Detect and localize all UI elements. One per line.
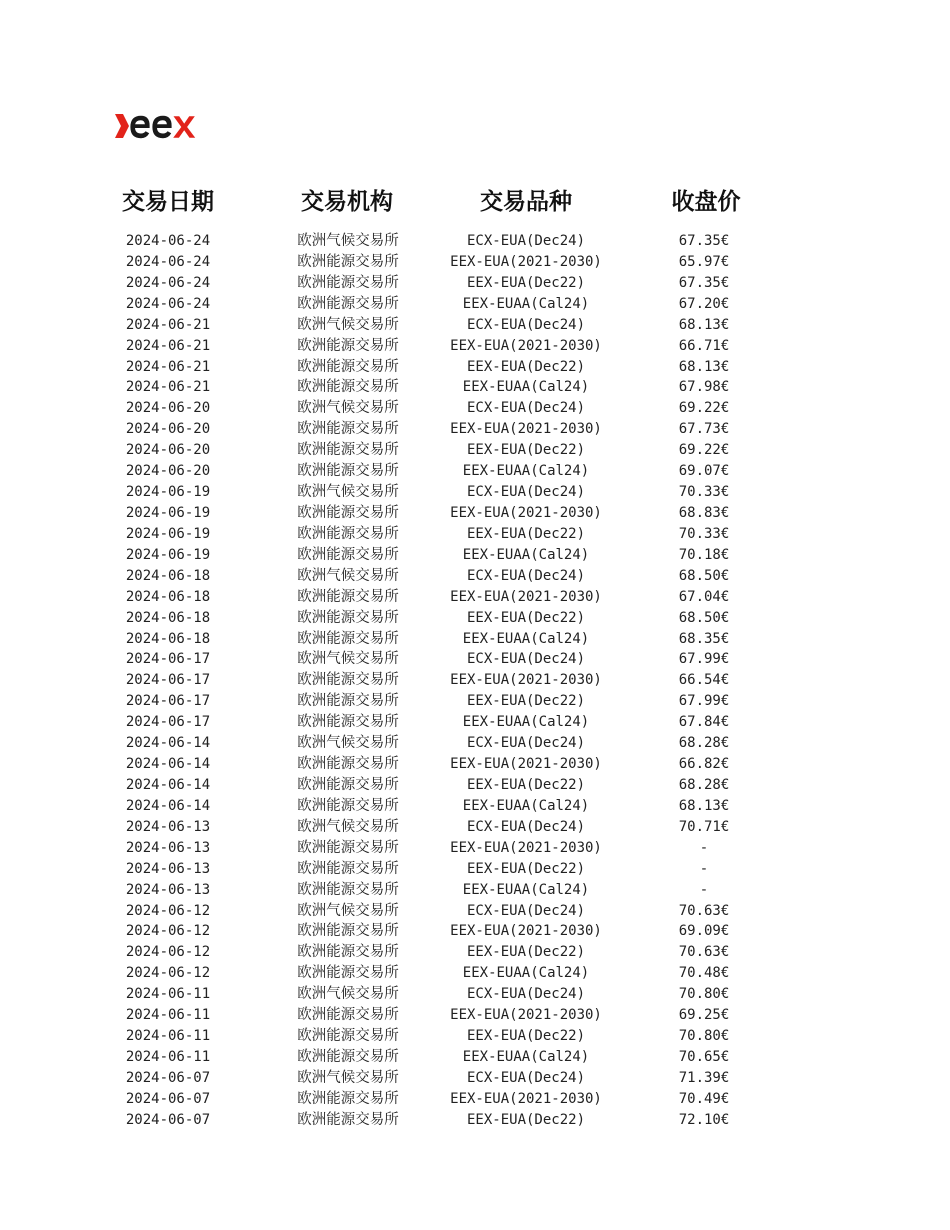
cell-product: EEX-EUAA(Cal24) bbox=[462, 1048, 590, 1065]
cell-closing-price: 68.13€ bbox=[678, 797, 730, 814]
cell-product: EEX-EUA(Dec22) bbox=[466, 693, 586, 710]
cell-trade-date: 2024-06-20 bbox=[125, 463, 211, 480]
cell-exchange: 欧洲气候交易所 bbox=[297, 400, 399, 417]
logo-letter-e bbox=[152, 116, 171, 138]
cell-product: EEX-EUA(Dec22) bbox=[466, 525, 586, 542]
cell-product: ECX-EUA(Dec24) bbox=[466, 233, 586, 249]
cell-trade-date: 2024-06-24 bbox=[125, 295, 211, 312]
cell-closing-price: 70.48€ bbox=[678, 965, 730, 982]
cell-exchange: 欧洲能源交易所 bbox=[297, 923, 399, 940]
cell-closing-price: 71.39€ bbox=[678, 1069, 730, 1086]
cell-exchange: 欧洲能源交易所 bbox=[297, 442, 399, 459]
table-row bbox=[0, 545, 950, 566]
table-row bbox=[0, 921, 950, 942]
cell-product: EEX-EUAA(Cal24) bbox=[462, 797, 590, 814]
cell-trade-date: 2024-06-24 bbox=[125, 274, 211, 291]
cell-closing-price: 65.97€ bbox=[678, 253, 730, 270]
cell-exchange: 欧洲能源交易所 bbox=[297, 504, 399, 521]
table-row bbox=[0, 252, 950, 273]
cell-trade-date: 2024-06-24 bbox=[125, 233, 211, 249]
cell-trade-date: 2024-06-18 bbox=[125, 588, 211, 605]
cell-trade-date: 2024-06-21 bbox=[125, 316, 211, 333]
cell-exchange: 欧洲能源交易所 bbox=[297, 693, 399, 710]
cell-trade-date: 2024-06-13 bbox=[125, 818, 211, 835]
table-row bbox=[0, 398, 950, 419]
cell-closing-price: 69.07€ bbox=[678, 463, 730, 480]
cell-trade-date: 2024-06-17 bbox=[125, 672, 211, 689]
table-row bbox=[0, 1089, 950, 1110]
cell-trade-date: 2024-06-19 bbox=[125, 546, 211, 563]
table-row bbox=[0, 377, 950, 398]
cell-closing-price: 70.63€ bbox=[678, 944, 730, 961]
cell-closing-price: 68.28€ bbox=[678, 735, 730, 752]
cell-closing-price: 69.22€ bbox=[678, 400, 730, 417]
cell-closing-price: 66.71€ bbox=[678, 337, 730, 354]
cell-exchange: 欧洲能源交易所 bbox=[297, 1048, 399, 1065]
cell-exchange: 欧洲能源交易所 bbox=[297, 1028, 399, 1045]
cell-exchange: 欧洲能源交易所 bbox=[297, 358, 399, 375]
cell-closing-price: 70.18€ bbox=[678, 546, 730, 563]
cell-closing-price: 67.35€ bbox=[678, 274, 730, 291]
table-row bbox=[0, 503, 950, 524]
table-row bbox=[0, 315, 950, 336]
cell-exchange: 欧洲能源交易所 bbox=[297, 1090, 399, 1107]
cell-exchange: 欧洲气候交易所 bbox=[297, 484, 399, 501]
table-row bbox=[0, 691, 950, 712]
cell-trade-date: 2024-06-14 bbox=[125, 797, 211, 814]
cell-exchange: 欧洲能源交易所 bbox=[297, 965, 399, 982]
cell-product: EEX-EUA(Dec22) bbox=[466, 358, 586, 375]
cell-trade-date: 2024-06-12 bbox=[125, 965, 211, 982]
table-row bbox=[0, 608, 950, 629]
table-row bbox=[0, 524, 950, 545]
cell-closing-price: 68.28€ bbox=[678, 776, 730, 793]
cell-product: ECX-EUA(Dec24) bbox=[466, 902, 586, 919]
table-row bbox=[0, 1068, 950, 1089]
cell-closing-price: 72.10€ bbox=[678, 1111, 730, 1128]
cell-product: EEX-EUA(2021-2030) bbox=[450, 337, 602, 354]
cell-product: EEX-EUAA(Cal24) bbox=[462, 546, 590, 563]
cell-exchange: 欧洲能源交易所 bbox=[297, 253, 399, 270]
cell-trade-date: 2024-06-11 bbox=[125, 986, 211, 1003]
cell-product: EEX-EUA(2021-2030) bbox=[450, 504, 602, 521]
cell-closing-price: 70.49€ bbox=[678, 1090, 730, 1107]
cell-trade-date: 2024-06-18 bbox=[125, 630, 211, 647]
cell-trade-date: 2024-06-18 bbox=[125, 567, 211, 584]
cell-product: ECX-EUA(Dec24) bbox=[466, 1069, 586, 1086]
cell-product: EEX-EUA(2021-2030) bbox=[450, 756, 602, 773]
cell-trade-date: 2024-06-19 bbox=[125, 525, 211, 542]
cell-product: EEX-EUA(2021-2030) bbox=[450, 421, 602, 438]
cell-trade-date: 2024-06-24 bbox=[125, 253, 211, 270]
cell-exchange: 欧洲气候交易所 bbox=[297, 902, 399, 919]
cell-trade-date: 2024-06-11 bbox=[125, 1028, 211, 1045]
cell-product: ECX-EUA(Dec24) bbox=[466, 400, 586, 417]
cell-exchange: 欧洲能源交易所 bbox=[297, 295, 399, 312]
cell-trade-date: 2024-06-17 bbox=[125, 651, 211, 668]
cell-trade-date: 2024-06-11 bbox=[125, 1007, 211, 1024]
logo-letter-x bbox=[173, 116, 195, 137]
header-exchange: 交易机构 bbox=[301, 189, 393, 215]
table-header bbox=[0, 182, 950, 222]
cell-closing-price: 70.80€ bbox=[678, 986, 730, 1003]
cell-exchange: 欧洲气候交易所 bbox=[297, 651, 399, 668]
table-row bbox=[0, 1110, 950, 1131]
cell-trade-date: 2024-06-12 bbox=[125, 923, 211, 940]
cell-product: EEX-EUA(2021-2030) bbox=[450, 1090, 602, 1107]
cell-closing-price: 68.13€ bbox=[678, 316, 730, 333]
cell-exchange: 欧洲气候交易所 bbox=[297, 735, 399, 752]
table-row bbox=[0, 419, 950, 440]
header-closing-price: 收盘价 bbox=[671, 189, 741, 215]
cell-product: EEX-EUAA(Cal24) bbox=[462, 379, 590, 396]
cell-product: ECX-EUA(Dec24) bbox=[466, 735, 586, 752]
eex-logo bbox=[113, 108, 199, 144]
cell-product: EEX-EUA(Dec22) bbox=[466, 860, 586, 877]
table-row bbox=[0, 461, 950, 482]
cell-product: EEX-EUA(2021-2030) bbox=[450, 588, 602, 605]
cell-product: ECX-EUA(Dec24) bbox=[466, 567, 586, 584]
cell-exchange: 欧洲能源交易所 bbox=[297, 379, 399, 396]
table-row bbox=[0, 817, 950, 838]
cell-closing-price: 70.71€ bbox=[678, 818, 730, 835]
cell-exchange: 欧洲能源交易所 bbox=[297, 714, 399, 731]
cell-product: EEX-EUA(2021-2030) bbox=[450, 923, 602, 940]
table-row bbox=[0, 273, 950, 294]
table-row bbox=[0, 294, 950, 315]
cell-closing-price: 66.82€ bbox=[678, 756, 730, 773]
table-row bbox=[0, 357, 950, 378]
cell-exchange: 欧洲能源交易所 bbox=[297, 776, 399, 793]
cell-product: EEX-EUA(Dec22) bbox=[466, 1028, 586, 1045]
table-row bbox=[0, 901, 950, 922]
chevron-icon bbox=[115, 114, 129, 138]
table-row bbox=[0, 963, 950, 984]
cell-product: EEX-EUAA(Cal24) bbox=[462, 630, 590, 647]
logo-letter-e bbox=[130, 116, 149, 138]
cell-trade-date: 2024-06-19 bbox=[125, 484, 211, 501]
header-trade-date: 交易日期 bbox=[122, 189, 214, 215]
cell-product: EEX-EUA(Dec22) bbox=[466, 944, 586, 961]
cell-closing-price: 67.04€ bbox=[678, 588, 730, 605]
cell-closing-price: 69.22€ bbox=[678, 442, 730, 459]
cell-product: EEX-EUAA(Cal24) bbox=[462, 714, 590, 731]
table-row bbox=[0, 566, 950, 587]
cell-closing-price: - bbox=[699, 839, 709, 856]
cell-exchange: 欧洲能源交易所 bbox=[297, 337, 399, 354]
cell-closing-price: 67.20€ bbox=[678, 295, 730, 312]
cell-product: EEX-EUA(Dec22) bbox=[466, 1111, 586, 1128]
cell-trade-date: 2024-06-11 bbox=[125, 1048, 211, 1065]
cell-closing-price: 70.65€ bbox=[678, 1048, 730, 1065]
cell-trade-date: 2024-06-17 bbox=[125, 693, 211, 710]
cell-exchange: 欧洲能源交易所 bbox=[297, 797, 399, 814]
cell-trade-date: 2024-06-07 bbox=[125, 1111, 211, 1128]
cell-trade-date: 2024-06-13 bbox=[125, 860, 211, 877]
cell-exchange: 欧洲能源交易所 bbox=[297, 756, 399, 773]
table-row bbox=[0, 1047, 950, 1068]
cell-closing-price: 68.50€ bbox=[678, 609, 730, 626]
table-row bbox=[0, 754, 950, 775]
table-row bbox=[0, 859, 950, 880]
cell-exchange: 欧洲能源交易所 bbox=[297, 672, 399, 689]
cell-closing-price: 70.33€ bbox=[678, 484, 730, 501]
table-row bbox=[0, 796, 950, 817]
cell-product: ECX-EUA(Dec24) bbox=[466, 818, 586, 835]
table-row bbox=[0, 1026, 950, 1047]
cell-exchange: 欧洲气候交易所 bbox=[297, 316, 399, 333]
cell-exchange: 欧洲能源交易所 bbox=[297, 525, 399, 542]
cell-exchange: 欧洲气候交易所 bbox=[297, 818, 399, 835]
cell-closing-price: 66.54€ bbox=[678, 672, 730, 689]
cell-product: ECX-EUA(Dec24) bbox=[466, 484, 586, 501]
cell-product: EEX-EUA(Dec22) bbox=[466, 609, 586, 626]
cell-exchange: 欧洲气候交易所 bbox=[297, 233, 399, 249]
cell-closing-price: 67.99€ bbox=[678, 651, 730, 668]
cell-product: EEX-EUA(2021-2030) bbox=[450, 1007, 602, 1024]
header-product: 交易品种 bbox=[480, 189, 572, 215]
table-row bbox=[0, 629, 950, 650]
cell-product: ECX-EUA(Dec24) bbox=[466, 986, 586, 1003]
cell-product: EEX-EUAA(Cal24) bbox=[462, 295, 590, 312]
table-row bbox=[0, 838, 950, 859]
cell-trade-date: 2024-06-17 bbox=[125, 714, 211, 731]
cell-closing-price: 70.63€ bbox=[678, 902, 730, 919]
cell-trade-date: 2024-06-13 bbox=[125, 881, 211, 898]
cell-exchange: 欧洲能源交易所 bbox=[297, 944, 399, 961]
cell-product: ECX-EUA(Dec24) bbox=[466, 651, 586, 668]
cell-exchange: 欧洲能源交易所 bbox=[297, 839, 399, 856]
cell-exchange: 欧洲能源交易所 bbox=[297, 463, 399, 480]
cell-trade-date: 2024-06-12 bbox=[125, 902, 211, 919]
cell-trade-date: 2024-06-12 bbox=[125, 944, 211, 961]
cell-trade-date: 2024-06-20 bbox=[125, 421, 211, 438]
cell-trade-date: 2024-06-07 bbox=[125, 1090, 211, 1107]
cell-exchange: 欧洲能源交易所 bbox=[297, 274, 399, 291]
cell-trade-date: 2024-06-21 bbox=[125, 379, 211, 396]
table-row bbox=[0, 670, 950, 691]
cell-trade-date: 2024-06-19 bbox=[125, 504, 211, 521]
cell-closing-price: 69.09€ bbox=[678, 923, 730, 940]
cell-trade-date: 2024-06-21 bbox=[125, 358, 211, 375]
table-row bbox=[0, 336, 950, 357]
cell-closing-price: 68.13€ bbox=[678, 358, 730, 375]
cell-closing-price: 68.83€ bbox=[678, 504, 730, 521]
cell-closing-price: 67.73€ bbox=[678, 421, 730, 438]
table-row bbox=[0, 587, 950, 608]
cell-product: EEX-EUA(Dec22) bbox=[466, 442, 586, 459]
table-row bbox=[0, 984, 950, 1005]
cell-product: EEX-EUA(2021-2030) bbox=[450, 839, 602, 856]
table-row bbox=[0, 733, 950, 754]
cell-exchange: 欧洲能源交易所 bbox=[297, 630, 399, 647]
table-row bbox=[0, 440, 950, 461]
cell-product: EEX-EUA(Dec22) bbox=[466, 776, 586, 793]
cell-closing-price: 67.84€ bbox=[678, 714, 730, 731]
cell-trade-date: 2024-06-21 bbox=[125, 337, 211, 354]
cell-product: EEX-EUA(Dec22) bbox=[466, 274, 586, 291]
cell-exchange: 欧洲气候交易所 bbox=[297, 567, 399, 584]
cell-trade-date: 2024-06-07 bbox=[125, 1069, 211, 1086]
table-row bbox=[0, 1005, 950, 1026]
table-row bbox=[0, 482, 950, 503]
cell-closing-price: 70.80€ bbox=[678, 1028, 730, 1045]
table-row bbox=[0, 712, 950, 733]
cell-closing-price: 67.98€ bbox=[678, 379, 730, 396]
cell-closing-price: 70.33€ bbox=[678, 525, 730, 542]
cell-exchange: 欧洲能源交易所 bbox=[297, 860, 399, 877]
cell-trade-date: 2024-06-13 bbox=[125, 839, 211, 856]
cell-trade-date: 2024-06-20 bbox=[125, 442, 211, 459]
cell-product: EEX-EUA(2021-2030) bbox=[450, 672, 602, 689]
cell-closing-price: 67.99€ bbox=[678, 693, 730, 710]
cell-trade-date: 2024-06-14 bbox=[125, 776, 211, 793]
table-row bbox=[0, 231, 950, 252]
cell-trade-date: 2024-06-14 bbox=[125, 756, 211, 773]
cell-product: EEX-EUAA(Cal24) bbox=[462, 463, 590, 480]
cell-exchange: 欧洲能源交易所 bbox=[297, 609, 399, 626]
cell-closing-price: - bbox=[699, 860, 709, 877]
table-row bbox=[0, 649, 950, 670]
cell-exchange: 欧洲能源交易所 bbox=[297, 881, 399, 898]
cell-exchange: 欧洲气候交易所 bbox=[297, 1069, 399, 1086]
cell-exchange: 欧洲能源交易所 bbox=[297, 1111, 399, 1128]
cell-closing-price: 67.35€ bbox=[678, 233, 730, 249]
eex-logo-mark bbox=[113, 108, 199, 144]
cell-product: EEX-EUA(2021-2030) bbox=[450, 253, 602, 270]
cell-exchange: 欧洲能源交易所 bbox=[297, 546, 399, 563]
table-row bbox=[0, 880, 950, 901]
cell-trade-date: 2024-06-14 bbox=[125, 735, 211, 752]
cell-closing-price: 69.25€ bbox=[678, 1007, 730, 1024]
cell-exchange: 欧洲能源交易所 bbox=[297, 1007, 399, 1024]
cell-exchange: 欧洲能源交易所 bbox=[297, 588, 399, 605]
cell-closing-price: 68.50€ bbox=[678, 567, 730, 584]
table-row bbox=[0, 775, 950, 796]
cell-closing-price: - bbox=[699, 881, 709, 898]
cell-trade-date: 2024-06-20 bbox=[125, 400, 211, 417]
cell-trade-date: 2024-06-18 bbox=[125, 609, 211, 626]
cell-product: ECX-EUA(Dec24) bbox=[466, 316, 586, 333]
table-row bbox=[0, 942, 950, 963]
cell-product: EEX-EUAA(Cal24) bbox=[462, 881, 590, 898]
cell-product: EEX-EUAA(Cal24) bbox=[462, 965, 590, 982]
cell-exchange: 欧洲气候交易所 bbox=[297, 986, 399, 1003]
cell-closing-price: 68.35€ bbox=[678, 630, 730, 647]
table-body bbox=[0, 231, 950, 1131]
cell-exchange: 欧洲能源交易所 bbox=[297, 421, 399, 438]
